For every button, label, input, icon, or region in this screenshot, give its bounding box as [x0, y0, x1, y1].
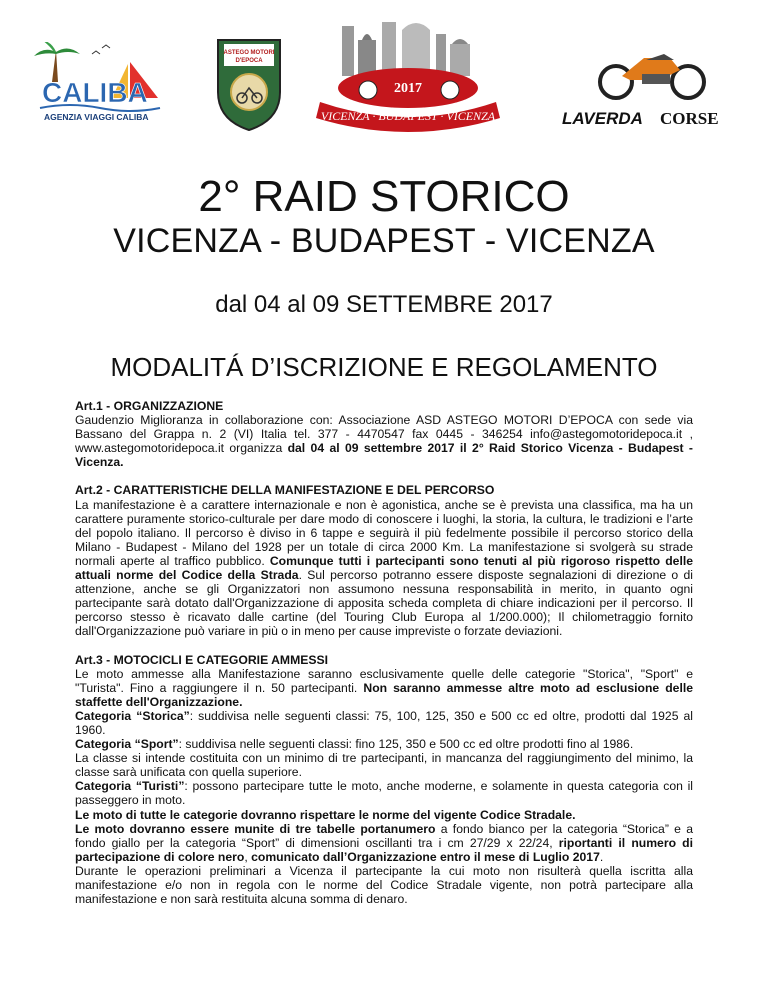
svg-text:2017: 2017	[394, 81, 422, 96]
article-paragraph: Categoria “Turisti”: possono partecipare tutte le moto, anche moderne, e solamente in questa categoria con il passeggero in moto.	[75, 779, 693, 808]
article-paragraph: Categoria “Storica”: suddivisa nelle seguenti classi: 75, 100, 125, 350 e 500 cc ed oltre, prodotti dal 1925 al 1960.	[75, 708, 693, 737]
article-heading: Art.1 - ORGANIZZAZIONE	[75, 399, 224, 413]
caliba-logo	[32, 42, 172, 122]
article-3	[75, 653, 693, 907]
article-heading: Art.3 - MOTOCICLI E CATEGORIE AMMESSI	[75, 652, 329, 667]
article-paragraph: La classe si intende costituita con un minimo di tre partecipanti, in mancanza del raggiungimento del minimo, la classe sarà unificata con quella superiore.	[75, 751, 693, 780]
svg-text:LAVERDA: LAVERDA	[562, 109, 643, 128]
article-text: Gaudenzio Miglioranza in collaborazione con: Associazione ASD ASTEGO MOTORI D’EPOCA con sede via Bassano del Grappa n. 2 (VI) Italia tel. 377 - 4470547 fax 0445 - 346254 info@astegomotoridepoca.it , www.astegomotoridepoca.it organizza dal 04 al 09 settembre 2017 il 2° Raid Storico Vicenza - Budapest - Vicenza.	[75, 413, 693, 470]
article-paragraph: Le moto di tutte le categorie dovranno rispettare le norme del vigente Codice Stradale.	[75, 807, 576, 822]
svg-text:CALIBA: CALIBA	[42, 77, 148, 108]
route-title: VICENZA - BUDAPEST - VICENZA	[113, 222, 655, 260]
article-heading: Art.2 - CARATTERISTICHE DELLA MANIFESTAZIONE E DEL PERCORSO	[75, 483, 495, 498]
article-paragraph: Le moto dovranno essere munite di tre tabelle portanumero a fondo bianco per la categoria “Storica” e a fondo giallo per la categoria “Sport” di dimensioni oscillanti tra i cm 27/29 x 22/24, riportanti il numero di partecipazione di colore nero, comunicato dall’Organizzazione entro il mese di Luglio 2017.	[75, 821, 693, 864]
regulation-body	[75, 399, 693, 920]
article-paragraph: Categoria “Sport”: suddivisa nelle seguenti classi: fino 125, 350 e 500 cc ed oltre prodotti fino al 1986.	[75, 737, 634, 752]
svg-text:D'EPOCA: D'EPOCA	[235, 58, 263, 64]
astego-shield-logo	[214, 36, 284, 132]
logo-bar	[0, 20, 768, 132]
article-text: La manifestazione è a carattere internazionale e non è agonistica, anche se è prevista una classifica, ma ha un carattere puramente storico-culturale per dare modo di conoscere i luoghi, la storia, la cultura, le tradizioni e l’arte del popolo italiano. Il percorso è diviso in 6 tappe e seguirà il più fedelmente possibile il percorso storico della Milano - Budapest - Milano del 1928 per un totale di circa 2000 Km. La manifestazione si svolgerà su strade normali aperte al traffico pubblico. Comunque tutti i partecipanti sono tenuti al più rigoroso rispetto delle attuali norme del Codice della Strada. Sul percorso potranno essere disposte segnalazioni di direzione o di attenzione, anche se gli Organizzatori non assumono nessuna responsabilità in merito, in quanto ogni partecipante sarà dotato dall'Organizzazione di apposita scheda completa di chiare indicazioni per il percorso. Il percorso stesso è ricavato dalle cartine (del Touring Club Europa al 1/200.000); Il chilometraggio fornito dall'Organizzazione può variare in più o in meno per cause impreviste o forzate deviazioni.	[75, 497, 693, 639]
laverda-corse-logo	[560, 40, 736, 130]
svg-text:AGENZIA VIAGGI CALIBA: AGENZIA VIAGGI CALIBA	[44, 112, 149, 122]
article-paragraph: Le moto ammesse alla Manifestazione saranno esclusivamente quelle delle categorie "Storica", "Sport" e "Turista". Fino a raggiungere il n. 50 partecipanti. Non saranno ammesse altre moto ad esclusione delle staffette dell'Organizzazione.	[75, 666, 693, 709]
svg-text:CORSE: CORSE	[660, 109, 719, 128]
article-paragraph: Durante le operazioni preliminari a Vicenza il partecipante la cui moto non risulterà quella iscritta alla manifestazione e/o non in regola con le norme del Codice Stradale vigente, non potrà partecipare alla manifestazione e non sarà restituita alcuna somma di denaro.	[75, 863, 693, 907]
document-title: 2° RAID STORICO	[198, 172, 570, 221]
article-2	[75, 483, 693, 638]
article-1	[75, 399, 693, 469]
svg-text:ASTEGO MOTORI: ASTEGO MOTORI	[223, 50, 275, 56]
svg-text:VICENZA · BUDAPEST · VICENZA: VICENZA · BUDAPEST · VICENZA	[320, 109, 496, 123]
event-dates: dal 04 al 09 SETTEMBRE 2017	[215, 291, 553, 318]
section-title: MODALITÁ D’ISCRIZIONE E REGOLAMENTO	[110, 352, 658, 382]
raid-2017-logo	[302, 20, 514, 132]
